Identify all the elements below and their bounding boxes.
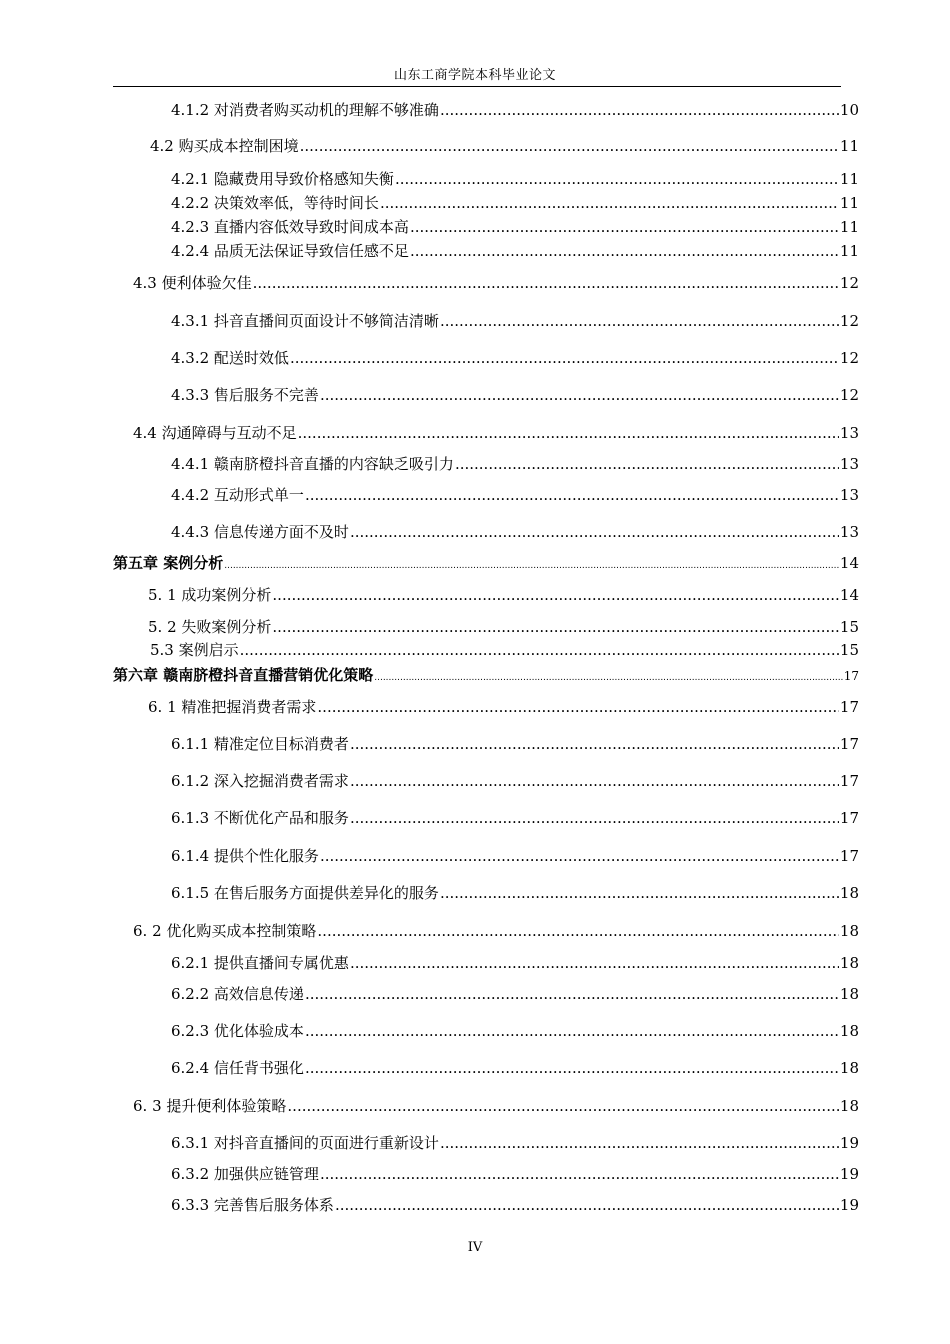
toc-entry-label: 6. 3 提升便利体验策略 — [133, 1097, 287, 1115]
toc-entry-label: 6.3.3 完善售后服务体系 — [171, 1196, 334, 1214]
toc-entry-page: 18 — [839, 954, 859, 972]
toc-entry-6-2[interactable] — [133, 921, 859, 941]
toc-entry-label: 6.2.1 提供直播间专属优惠 — [171, 954, 349, 972]
toc-entry-label: 6.2.3 优化体验成本 — [171, 1022, 304, 1040]
toc-leader-dots — [380, 193, 839, 213]
toc-leader-dots — [350, 808, 839, 828]
toc-entry-label: 6.2.4 信任背书强化 — [171, 1059, 304, 1077]
toc-leader-dots — [224, 556, 839, 576]
toc-entry-chapter-5[interactable] — [113, 553, 859, 576]
toc-entry-label: 4.4.1 赣南脐橙抖音直播的内容缺乏吸引力 — [171, 455, 454, 473]
toc-entry-page: 17 — [839, 809, 859, 827]
toc-entry-page: 18 — [839, 922, 859, 940]
toc-entry-label: 4.4 沟通障碍与互动不足 — [133, 424, 297, 442]
toc-entry-page: 18 — [839, 985, 859, 1003]
toc-leader-dots — [410, 241, 839, 261]
toc-entry-6-2-3[interactable] — [171, 1021, 859, 1041]
toc-entry-label: 4.2.1 隐藏费用导致价格感知失衡 — [171, 170, 394, 188]
toc-leader-dots — [300, 136, 839, 156]
toc-entry-label: 4.2.4 品质无法保证导致信任感不足 — [171, 242, 409, 260]
header-divider — [113, 86, 841, 87]
toc-entry-label: 5. 1 成功案例分析 — [148, 586, 272, 604]
toc-leader-dots — [305, 1058, 839, 1078]
toc-entry-label: 4.3.2 配送时效低 — [171, 349, 289, 367]
toc-entry-label: 4.1.2 对消费者购买动机的理解不够准确 — [171, 101, 439, 119]
toc-leader-dots — [287, 1096, 839, 1116]
toc-entry-4-1-2[interactable] — [171, 100, 859, 120]
toc-entry-page: 11 — [839, 170, 859, 188]
toc-entry-4-2-1[interactable] — [171, 169, 859, 189]
toc-entry-4-2[interactable] — [150, 136, 859, 156]
toc-leader-dots — [253, 273, 839, 293]
toc-entry-4-2-3[interactable] — [171, 217, 859, 237]
toc-leader-dots — [305, 485, 839, 505]
toc-entry-label: 6.1.5 在售后服务方面提供差异化的服务 — [171, 884, 439, 902]
toc-entry-4-4-3[interactable] — [171, 522, 859, 542]
toc-entry-label: 6.1.1 精准定位目标消费者 — [171, 735, 349, 753]
toc-entry-label: 6.1.3 不断优化产品和服务 — [171, 809, 349, 827]
toc-entry-label: 5.3 案例启示 — [150, 641, 239, 659]
toc-entry-4-4-1[interactable] — [171, 454, 859, 474]
toc-entry-5-1[interactable] — [148, 585, 859, 605]
toc-leader-dots — [305, 984, 839, 1004]
toc-entry-page: 13 — [839, 424, 859, 442]
toc-entry-6-1-3[interactable] — [171, 808, 859, 828]
toc-entry-6-1-1[interactable] — [171, 734, 859, 754]
toc-leader-dots — [350, 734, 839, 754]
toc-entry-4-2-4[interactable] — [171, 241, 859, 261]
toc-entry-page: 17 — [839, 735, 859, 753]
toc-leader-dots — [272, 585, 839, 605]
toc-leader-dots — [440, 883, 839, 903]
footer-page-number: IV — [467, 1240, 483, 1255]
toc-entry-page: 18 — [839, 1059, 859, 1077]
toc-entry-4-3-3[interactable] — [171, 385, 859, 405]
toc-leader-dots — [272, 617, 839, 637]
toc-entry-page: 17 — [839, 847, 859, 865]
toc-entry-label: 6. 2 优化购买成本控制策略 — [133, 922, 317, 940]
toc-leader-dots — [395, 169, 839, 189]
toc-entry-page: 12 — [839, 274, 859, 292]
toc-entry-label: 第六章 赣南脐橙抖音直播营销优化策略 — [113, 666, 374, 684]
toc-leader-dots — [240, 640, 839, 660]
toc-entry-4-3[interactable] — [133, 273, 859, 293]
toc-entry-label: 4.3.1 抖音直播间页面设计不够简洁清晰 — [171, 312, 439, 330]
toc-entry-6-2-4[interactable] — [171, 1058, 859, 1078]
toc-entry-6-2-1[interactable] — [171, 953, 859, 973]
toc-entry-page: 14 — [839, 554, 859, 572]
toc-entry-page: 11 — [839, 137, 859, 155]
toc-entry-4-4-2[interactable] — [171, 485, 859, 505]
toc-entry-page: 17 — [839, 698, 859, 716]
toc-leader-dots — [335, 1195, 839, 1215]
toc-entry-label: 4.4.2 互动形式单一 — [171, 486, 304, 504]
toc-entry-5-3[interactable] — [150, 640, 859, 660]
toc-entry-6-1[interactable] — [148, 697, 859, 717]
toc-entry-page: 18 — [839, 1097, 859, 1115]
toc-entry-page: 12 — [839, 349, 859, 367]
toc-entry-page: 15 — [839, 618, 859, 636]
toc-entry-6-3[interactable] — [133, 1096, 859, 1116]
toc-entry-page: 11 — [839, 194, 859, 212]
toc-leader-dots — [440, 100, 839, 120]
toc-entry-label: 6.3.2 加强供应链管理 — [171, 1165, 319, 1183]
toc-entry-6-3-1[interactable] — [171, 1133, 859, 1153]
toc-entry-6-1-2[interactable] — [171, 771, 859, 791]
toc-entry-label: 4.3.3 售后服务不完善 — [171, 386, 319, 404]
toc-entry-page: 11 — [839, 218, 859, 236]
toc-leader-dots — [317, 921, 839, 941]
toc-entry-label: 4.2.3 直播内容低效导致时间成本高 — [171, 218, 409, 236]
toc-entry-page: 19 — [839, 1134, 859, 1152]
toc-leader-dots — [350, 771, 839, 791]
toc-entry-6-1-5[interactable] — [171, 883, 859, 903]
toc-entry-4-3-1[interactable] — [171, 311, 859, 331]
toc-entry-page: 15 — [839, 641, 859, 659]
toc-entry-page: 17 — [843, 669, 859, 683]
toc-leader-dots — [320, 1164, 839, 1184]
toc-entry-page: 18 — [839, 884, 859, 902]
running-header-title: 山东工商学院本科毕业论文 — [393, 68, 556, 83]
toc-entry-chapter-6[interactable] — [113, 665, 859, 688]
toc-entry-6-3-3[interactable] — [171, 1195, 859, 1215]
toc-entry-page: 10 — [839, 101, 859, 119]
toc-entry-label: 6. 1 精准把握消费者需求 — [148, 698, 317, 716]
toc-entry-page: 11 — [839, 242, 859, 260]
toc-leader-dots — [440, 311, 839, 331]
toc-entry-label: 6.1.2 深入挖掘消费者需求 — [171, 772, 349, 790]
toc-entry-page: 13 — [839, 523, 859, 541]
toc-entry-4-4[interactable] — [133, 423, 859, 443]
toc-entry-4-2-2[interactable] — [171, 193, 859, 213]
toc-entry-label: 5. 2 失败案例分析 — [148, 618, 272, 636]
toc-leader-dots — [290, 348, 839, 368]
toc-entry-label: 4.4.3 信息传递方面不及时 — [171, 523, 349, 541]
toc-entry-label: 4.2.2 决策效率低，等待时间长 — [171, 194, 379, 212]
toc-leader-dots — [455, 454, 839, 474]
toc-leader-dots — [320, 385, 839, 405]
toc-entry-label: 6.2.2 高效信息传递 — [171, 985, 304, 1003]
toc-entry-page: 18 — [839, 1022, 859, 1040]
toc-leader-dots — [320, 846, 839, 866]
toc-entry-6-3-2[interactable] — [171, 1164, 859, 1184]
toc-entry-6-2-2[interactable] — [171, 984, 859, 1004]
toc-leader-dots — [350, 953, 839, 973]
toc-leader-dots — [440, 1133, 839, 1153]
toc-entry-label: 第五章 案例分析 — [113, 554, 224, 572]
toc-leader-dots — [317, 697, 839, 717]
toc-entry-label: 4.3 便利体验欠佳 — [133, 274, 252, 292]
toc-entry-label: 6.3.1 对抖音直播间的页面进行重新设计 — [171, 1134, 439, 1152]
toc-entry-page: 19 — [839, 1196, 859, 1214]
toc-leader-dots — [305, 1021, 839, 1041]
toc-entry-page: 13 — [839, 486, 859, 504]
toc-leader-dots — [374, 668, 842, 688]
toc-leader-dots — [410, 217, 839, 237]
toc-entry-4-3-2[interactable] — [171, 348, 859, 368]
toc-entry-page: 14 — [839, 586, 859, 604]
toc-leader-dots — [298, 423, 839, 443]
toc-entry-page: 12 — [839, 386, 859, 404]
toc-entry-label: 4.2 购买成本控制困境 — [150, 137, 299, 155]
toc-entry-6-1-4[interactable] — [171, 846, 859, 866]
toc-entry-label: 6.1.4 提供个性化服务 — [171, 847, 319, 865]
toc-leader-dots — [350, 522, 839, 542]
toc-entry-page: 13 — [839, 455, 859, 473]
toc-entry-5-2[interactable] — [148, 617, 859, 637]
toc-entry-page: 19 — [839, 1165, 859, 1183]
toc-entry-page: 17 — [839, 772, 859, 790]
toc-entry-page: 12 — [839, 312, 859, 330]
